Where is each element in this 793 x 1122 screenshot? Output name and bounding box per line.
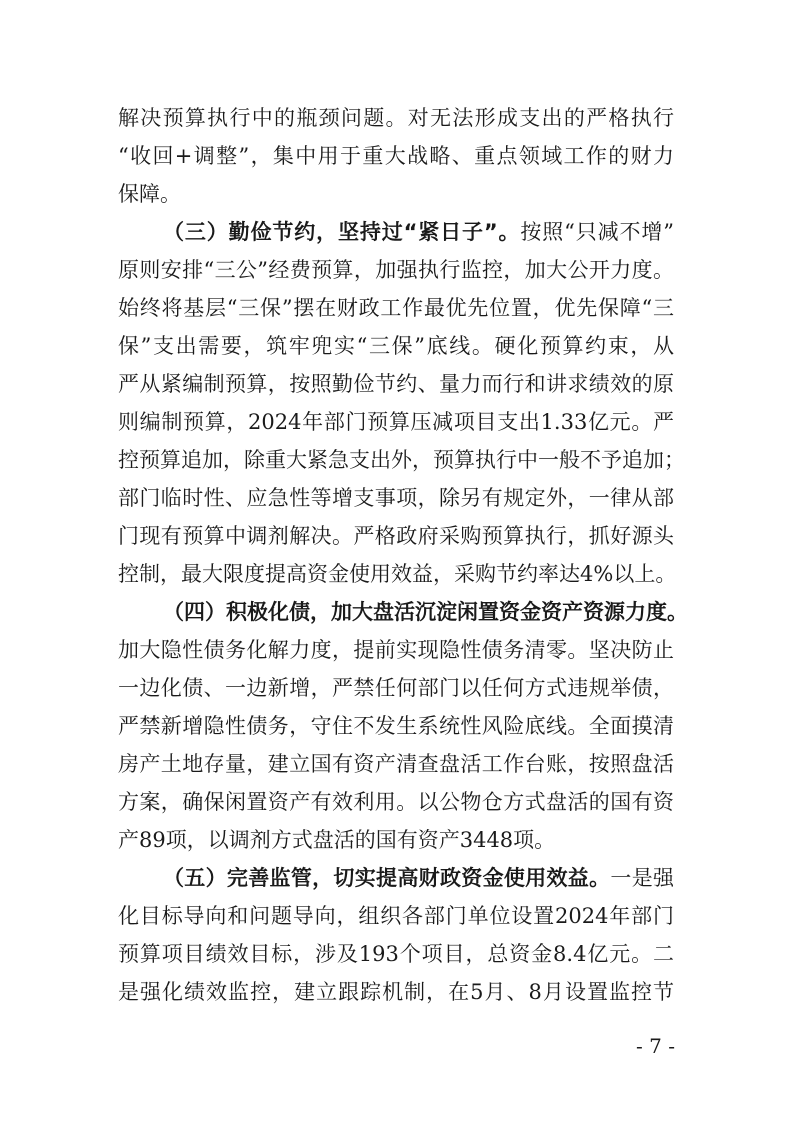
section-heading-line	[163, 863, 674, 893]
body-text-line: 化目标导向和问题导向，组织各部门单位设置2024年部门	[118, 904, 674, 928]
body-text-line: 则编制预算，2024年部门预算压减项目支出1.33亿元。严	[118, 410, 674, 434]
body-text-line: 保障。	[118, 182, 181, 206]
section-heading-line	[163, 217, 674, 247]
section-heading-continuation: 按照“只减不增”	[520, 220, 674, 244]
body-text-line: 严禁新增隐性债务，守住不发生系统性风险底线。全面摸清	[118, 714, 674, 738]
section-heading-three: （三）勤俭节约，坚持过“紧日子”。	[163, 220, 521, 244]
section-heading-continuation: 一是强	[610, 866, 674, 890]
body-text-line: 方案，确保闲置资产有效利用。以公物仓方式盘活的国有资	[118, 790, 674, 814]
section-heading-five: （五）完善监管，切实提高财政资金使用效益。	[163, 866, 611, 890]
body-text-line: 一边化债、一边新增，严禁任何部门以任何方式违规举债，	[118, 676, 674, 700]
body-text-line: 解决预算执行中的瓶颈问题。对无法形成支出的严格执行	[118, 106, 674, 130]
page-number: - 7 -	[636, 1034, 675, 1058]
body-text-line: 原则安排“三公”经费预算，加强执行监控，加大公开力度。	[118, 258, 674, 282]
body-text-line: 房产土地存量，建立国有资产清查盘活工作台账，按照盘活	[118, 752, 674, 776]
body-text-line: 门现有预算中调剂解决。严格政府采购预算执行，抓好源头	[118, 524, 674, 548]
body-text-line: 产89项，以调剂方式盘活的国有资产3448项。	[118, 828, 556, 852]
section-heading-line	[163, 597, 688, 627]
body-text-line: 保”支出需要，筑牢兜实“三保”底线。硬化预算约束，从	[118, 334, 674, 358]
body-text-line: “收回+调整”，集中用于重大战略、重点领域工作的财力	[118, 144, 674, 168]
body-text-line: 始终将基层“三保”摆在财政工作最优先位置，优先保障“三	[118, 296, 674, 320]
body-text-line: 是强化绩效监控，建立跟踪机制，在5月、8月设置监控节	[118, 980, 674, 1004]
body-text-line: 部门临时性、应急性等增支事项，除另有规定外，一律从部	[118, 486, 674, 510]
body-text-line: 控制，最大限度提高资金使用效益，采购节约率达4%以上。	[118, 562, 677, 586]
body-text-line: 严从紧编制预算，按照勤俭节约、量力而行和讲求绩效的原	[118, 372, 674, 396]
section-heading-four: （四）积极化债，加大盘活沉淀闲置资金资产资源力度。	[163, 600, 688, 624]
body-text-line: 控预算追加，除重大紧急支出外，预算执行中一般不予追加；	[118, 448, 685, 472]
body-text-line: 预算项目绩效目标，涉及193个项目，总资金8.4亿元。二	[118, 942, 674, 966]
body-text-line: 加大隐性债务化解力度，提前实现隐性债务清零。坚决防止	[118, 638, 674, 662]
